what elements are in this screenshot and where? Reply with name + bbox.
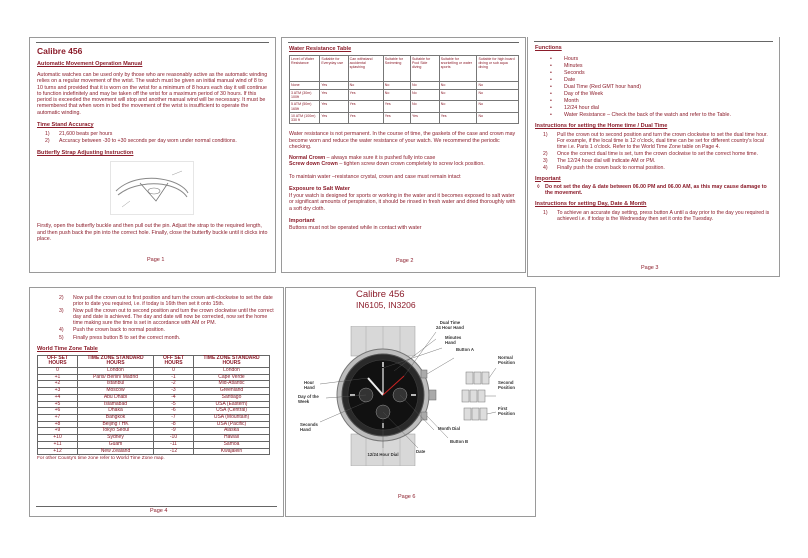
list-item: • Dual Time (Red GMT hour hand) (550, 84, 773, 91)
table-row: +10 Sydney -10 Hawaii (38, 435, 270, 442)
table-row: 3 ATM (30m) 100ft Yes Yes No No No No (290, 90, 519, 101)
label-button-a: Button A (456, 347, 474, 352)
list-item: 3) Now pull the crown out to second position and turn the crown clockwise until the correct day and date is achieved. The day and date will now be corrected, now set the home time making sure the time is set in accordance with AM or PM. (59, 308, 274, 327)
list-item: 3) The 12/24 hour dial will indicate AM or PM. (543, 158, 656, 165)
page-number: Page 6 (398, 494, 416, 500)
accuracy-list (37, 131, 269, 144)
manual-page-1 (29, 37, 276, 273)
list-item: 1) 21,600 beats per hours (45, 131, 113, 138)
manual-page-2 (281, 37, 526, 273)
functions-list (535, 56, 773, 119)
list-item: 4) Finally push the crown back to normal position. (543, 165, 665, 172)
list-item: 5) Finally press button B to set the correct month. (59, 334, 181, 341)
label-dual-time: Dual Time 24 Hour Hand (436, 320, 464, 330)
label-minutes-hand: Minutes Hand (445, 335, 462, 345)
table-row: +3 Moscow -3 Greenland (38, 388, 270, 395)
model-numbers: IN6105, IN3206 (356, 300, 416, 310)
table-row: 5 ATM (50m) 165ft Yes Yes Yes No No No (290, 101, 519, 112)
table-row: Level of Water Resistance Suitable for Everyday use Can withstand accidental splashing Suitable for Swimming Suitable for Pool Side diving Suitable for snorkelling or water sports Suitable for high board diving or sub aqua diving (290, 56, 519, 82)
table-row: +7 Bangkok -7 USA (Mountain) (38, 414, 270, 421)
list-item: • Day of the Week (550, 91, 773, 98)
functions-heading: Functions (535, 45, 562, 51)
header-rule (288, 42, 519, 43)
strap-text: Firstly, open the butterfly buckle and then pull out the pin. Adjust the strap to the required length, and then push back the pin into the correct hole. Finally, close the butterfly buckle until it clicks into place. (37, 223, 268, 242)
label-month-dial: Month Dial (438, 426, 460, 431)
home-time-heading: Instructions for setting the Home time / Dual Time (535, 123, 668, 129)
table-header-row: OFF SET HOURS TIME ZONE STANDARD HOURS OFF SET HOURS TIME ZONE STANDARD HOURS (38, 355, 270, 367)
day-date-steps (535, 210, 773, 222)
table-row: +5 Islamabad -5 USA (Eastern) (38, 401, 270, 408)
list-item: • Minutes (550, 63, 773, 70)
salt-heading: Exposure to Salt Water (289, 186, 351, 192)
important-note: ◊ Do not set the day & date between 06.00 PM and 06.00 AM, as this may cause damage to the movement. (537, 183, 767, 196)
list-item: 2) Now pull the crown out to first position and turn the crown anti-clockwise to set the date prior to date you required, i.e. if today is 16th then set it onto 15th. (59, 295, 273, 308)
header-rule (534, 41, 773, 42)
salt-text: If your watch is designed for sports or working in the water and it becomes exposed to salt water or significant amounts of perspiration, it should be rinsed in fresh water and dried thoroughly with a soft dry cloth. (289, 193, 516, 212)
diamond-bullet-icon: ◊ (537, 183, 540, 190)
page-number: Page 2 (396, 258, 414, 264)
table-row: 10 ATM (100m) 330 ft Yes Yes Yes Yes Yes No (290, 112, 519, 123)
list-item: • 12/24 hour dial (550, 105, 773, 112)
table-row: +8 Beijing / HK -8 USA (Pacific) (38, 421, 270, 428)
list-item: 2) Once the correct dual time is set, turn the crown clockwise to set the correct home time. (543, 151, 758, 158)
time-zone-heading: World Time Zone Table (37, 345, 98, 352)
table-row: +4 Abu Dhabi -4 Santiago (38, 394, 270, 401)
page-number: Page 1 (147, 257, 165, 263)
accuracy-heading: Time Stand Accuracy (37, 122, 94, 129)
footer-rule (36, 506, 277, 507)
water-note: Water resistance is not permanent. In the course of time, the gaskets of the case and crown may become worn and reduce the water resistance of your watch. We recommend the periodic checking. (289, 131, 516, 150)
label-day-of-week: Day of the Week (298, 394, 319, 404)
automatic-text: Automatic watches can be used only by those who are reasonably active as the automatic winding relies on a regular movement of the wrist. The watch must be given an initial manual wind of 8 to 10 turns and provided that it is worn on the wrist for a minimum of 8 hours each day it will continue to function indefinitely and may be taken off the wrist for a maximum period of 30 hours. If this period is exceeded the movement will stop and another manual wind will be necessary. It must be remembered that when worn in bed the movement of the wrist is insufficient to operate the automatic winding. (37, 72, 268, 116)
list-item: • Hours (550, 56, 773, 63)
table-row: 0 London 0 London (38, 368, 270, 375)
label-seconds-hand: Seconds Hand (300, 422, 318, 432)
list-item: 2) Accuracy between -30 to +30 seconds per day worn under normal conditions. (45, 138, 237, 145)
list-item: 4) Push the crown back to normal position. (59, 327, 165, 334)
label-button-b: Button B (450, 439, 469, 444)
label-first-position: First Position (498, 406, 515, 416)
important-heading: Important (289, 217, 315, 224)
label-12-24-dial: 12/24 Hour Dial (367, 452, 399, 457)
list-item: • Date (550, 77, 773, 84)
list-item: • Month (550, 98, 773, 105)
manual-page-4 (29, 287, 284, 517)
list-item: 1) To achieve an accurate day setting, press button A until a day prior to the day you required is achieved i.e. if today is the Wednesday then set it onto the Tuesday. (543, 210, 770, 223)
day-date-heading: Instructions for setting Day, Date & Month (535, 201, 647, 208)
important-text: Buttons must not be operated while in contact with water (289, 224, 422, 231)
label-hour-hand: Hour Hand (304, 380, 315, 390)
butterfly-strap-illustration (110, 161, 194, 215)
table-row: +9 Tokyo Seoul -9 Alaska (38, 428, 270, 435)
table-row: None Yes No No No No No (290, 82, 519, 90)
maintain-text: To maintain water –resistance crystal, crown and case must remain intact (289, 173, 461, 180)
page-number: Page 3 (641, 265, 659, 271)
water-resistance-table (289, 55, 519, 124)
day-date-steps-continued (37, 295, 277, 341)
list-item: 1) Pull the crown out to second position and turn the crown clockwise to set the dual time hour. For example, if the local time is 12 o'clock, dual time can be set for different country's local time i.e. Paris 1 o'clock. Refer to the World Time Zone table on Page 4. (543, 132, 768, 151)
screw-crown-line: Screw down Crown – tighten screw down crown completely to screw lock position. (289, 161, 485, 168)
home-time-steps (535, 132, 773, 172)
label-date: Date (416, 449, 426, 454)
page-number: Page 4 (150, 508, 168, 514)
important-heading: Important (535, 175, 561, 182)
label-normal-position: Normal Position (498, 355, 515, 365)
list-item: • Seconds (550, 70, 773, 77)
automatic-heading: Automatic Movement Operation Manual (37, 61, 143, 67)
page-title: Calibre 456 (37, 46, 83, 56)
time-zone-footnote: For other County's time zone refer to World Time Zone map. (37, 456, 165, 462)
page-title: Calibre 456 (356, 289, 405, 300)
table-row: +12 New Zealand -12 Kwajalein (38, 448, 270, 455)
label-second-position: Second Position (498, 380, 515, 390)
normal-crown-line: Normal Crown – always make sure it is pushed fully into case (289, 155, 436, 162)
manual-page-3 (527, 37, 780, 277)
strap-heading: Butterfly Strap Adjusting Instruction (37, 150, 134, 157)
water-table-heading: Water Resistance Table (289, 46, 352, 52)
list-item: • Water Resistance – Check the back of the watch and refer to the Table. (550, 112, 773, 119)
manual-page-6 (285, 287, 536, 517)
table-row: +6 Dhaka -6 USA (Central) (38, 408, 270, 415)
table-row: +11 Guam -11 Samoa (38, 441, 270, 448)
table-row: +2 Istanbul -2 Mid-Atlantic (38, 381, 270, 388)
world-time-zone-table (37, 355, 270, 456)
header-rule (36, 42, 269, 43)
table-row: +1 Paris/ Berlin/ Madrid -1 Cape Verde (38, 374, 270, 381)
watch-diagram (296, 326, 528, 466)
